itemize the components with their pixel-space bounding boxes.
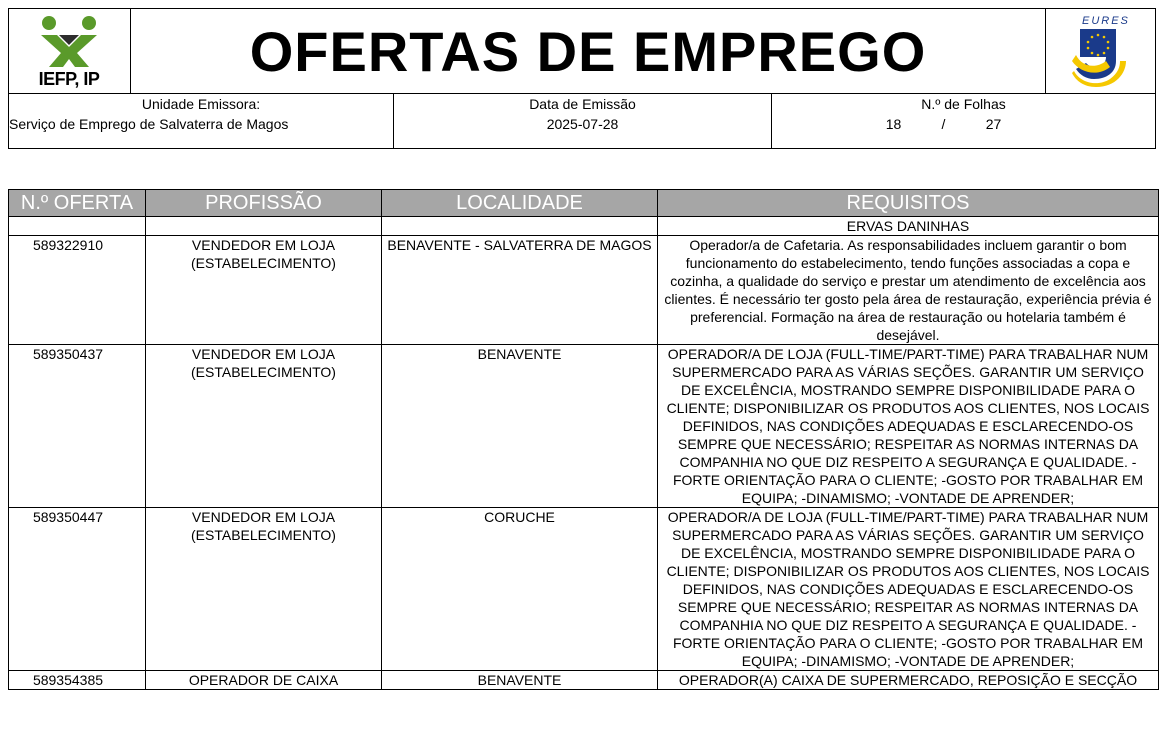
- eures-logo-icon: [1070, 27, 1130, 89]
- column-header-requirements: REQUISITOS: [658, 190, 1159, 217]
- table-row: [9, 345, 1159, 508]
- iefp-logo: [9, 9, 131, 93]
- offer-profession: VENDEDOR EM LOJA (ESTABELECIMENTO): [146, 345, 382, 508]
- continuation-empty-cell: [382, 217, 658, 236]
- offer-location: CORUCHE: [382, 508, 658, 671]
- offer-number: 589350447: [9, 508, 146, 671]
- issuer-unit-cell: [9, 94, 394, 148]
- iefp-logo-icon: [29, 13, 109, 69]
- sheet-count-cell: [772, 94, 1155, 148]
- iefp-logo-text: IEFP, IP: [38, 69, 100, 89]
- offer-number: 589350437: [9, 345, 146, 508]
- offer-requirements: OPERADOR/A DE LOJA (FULL-TIME/PART-TIME) PARA TRABALHAR NUM SUPERMERCADO PARA AS VÁRIAS SEÇÕES. GARANTIR UM SERVIÇO DE EXCELÊNCIA, MOSTRANDO SEMPRE DISPONIBILIDADE PARA O CLIENTE; DISPONIBILIZAR OS PRODUTOS AOS CLIENTES, NOS LOCAIS DEFINIDOS, NAS CONDIÇÕES ADEQUADAS E ESCLARECENDO-OS SEMPRE QUE NECESSÁRIO; RESPEITAR AS NORMAS INTERNAS DA COMPANHIA NO QUE DIZ RESPEITO A SEGURANÇA E QUALIDADE. -FORTE ORIENTAÇÃO PARA O CLIENTE; -GOSTO POR TRABALHAR EM EQUIPA; -DINAMISMO; -VONTADE DE APRENDER;: [658, 508, 1159, 671]
- offer-requirements: OPERADOR(A) CAIXA DE SUPERMERCADO, REPOSIÇÃO E SECÇÃO: [658, 671, 1159, 690]
- continuation-requirements: ERVAS DANINHAS: [658, 217, 1159, 236]
- sheet-separator: /: [941, 116, 946, 132]
- sheet-count-label: N.º de Folhas: [921, 96, 1006, 112]
- issuer-unit-value: Serviço de Emprego de Salvaterra de Magos: [9, 116, 289, 132]
- sheet-count-value: [772, 114, 1155, 134]
- eures-logo: [1045, 9, 1155, 93]
- offer-requirements: OPERADOR/A DE LOJA (FULL-TIME/PART-TIME) PARA TRABALHAR NUM SUPERMERCADO PARA AS VÁRIAS SEÇÕES. GARANTIR UM SERVIÇO DE EXCELÊNCIA, MOSTRANDO SEMPRE DISPONIBILIDADE PARA O CLIENTE; DISPONIBILIZAR OS PRODUTOS AOS CLIENTES, NOS LOCAIS DEFINIDOS, NAS CONDIÇÕES ADEQUADAS E ESCLARECENDO-OS SEMPRE QUE NECESSÁRIO; RESPEITAR AS NORMAS INTERNAS DA COMPANHIA NO QUE DIZ RESPEITO A SEGURANÇA E QUALIDADE. -FORTE ORIENTAÇÃO PARA O CLIENTE; -GOSTO POR TRABALHAR EM EQUIPA; -DINAMISMO; -VONTADE DE APRENDER;: [658, 345, 1159, 508]
- column-header-location: LOCALIDADE: [382, 190, 658, 217]
- offer-profession: OPERADOR DE CAIXA: [146, 671, 382, 690]
- table-row: [9, 236, 1159, 345]
- eures-logo-text: EURES: [1082, 15, 1130, 27]
- offer-location: BENAVENTE - SALVATERRA DE MAGOS: [382, 236, 658, 345]
- offer-requirements: Operador/a de Cafetaria. As responsabilidades incluem garantir o bom funcionamento do estabelecimento, tendo funções associadas a copa e cozinha, a qualidade do serviço e prestar um atendimento de excelência aos clientes. É necessário ter gosto pela área de restauração, experiência prévia é preferencial. Formação na área de restauração ou hotelaria também é desejável.: [658, 236, 1159, 345]
- sheet-current: 18: [885, 116, 902, 132]
- continuation-row: [9, 217, 1159, 236]
- offer-location: BENAVENTE: [382, 345, 658, 508]
- table-row: [9, 671, 1159, 690]
- table-header-row: [9, 190, 1159, 217]
- issuer-unit-label: Unidade Emissora:: [141, 96, 261, 112]
- issue-date-cell: [394, 94, 772, 148]
- issue-date-label: Data de Emissão: [529, 96, 636, 112]
- continuation-empty-cell: [9, 217, 146, 236]
- offer-profession: VENDEDOR EM LOJA (ESTABELECIMENTO): [146, 508, 382, 671]
- issue-date-value: 2025-07-28: [546, 116, 619, 132]
- sheet-total: 27: [985, 116, 1002, 132]
- job-offers-table: [8, 189, 1159, 690]
- offer-profession: VENDEDOR EM LOJA (ESTABELECIMENTO): [146, 236, 382, 345]
- offer-location: BENAVENTE: [382, 671, 658, 690]
- document-header: [8, 8, 1156, 94]
- offer-number: 589354385: [9, 671, 146, 690]
- table-row: [9, 508, 1159, 671]
- column-header-offer-number: N.º OFERTA: [9, 190, 146, 217]
- continuation-empty-cell: [146, 217, 382, 236]
- column-header-profession: PROFISSÃO: [146, 190, 382, 217]
- issuer-info-row: [8, 94, 1156, 149]
- document-title: OFERTAS DE EMPREGO: [249, 19, 927, 83]
- offer-number: 589322910: [9, 236, 146, 345]
